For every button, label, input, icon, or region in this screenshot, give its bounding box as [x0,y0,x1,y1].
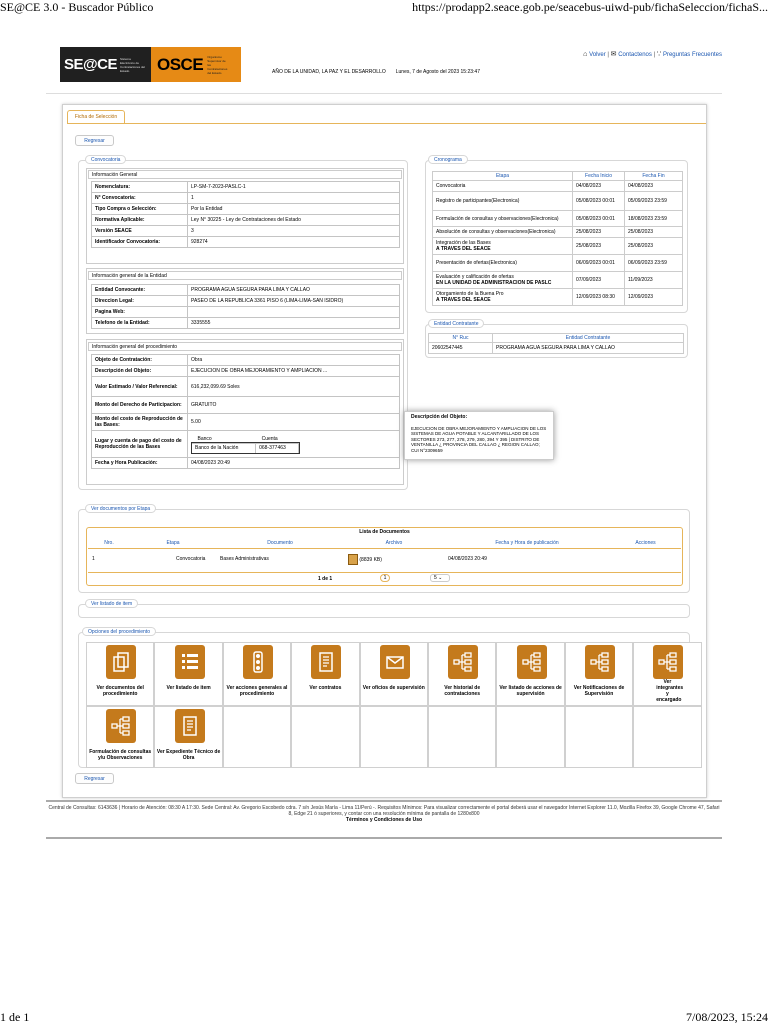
tab-underline [67,123,706,124]
terms-link[interactable]: Términos y Condiciones de Uso [46,817,722,823]
empty-tile [565,706,633,768]
col-header: Nro. [88,538,130,548]
col-header: Entidad Contratante [493,334,684,343]
doc-list-title: Lista de Documentos [86,529,683,535]
field-value: 04/08/2023 20:49 [188,458,400,469]
field-label: Telefono de la Entidad: [92,318,188,329]
field-label: Descripción del Objeto: [92,366,188,377]
empty-tile [360,706,428,768]
row-actions [610,548,681,570]
page-size-select[interactable]: 5 ⌄ [430,574,450,582]
print-footer [0,1008,768,1024]
field-label: Tipo Compra o Selección: [92,204,188,215]
year-bar [272,69,480,75]
start-date: 05/08/2023 00:01 [573,211,625,227]
current-date: Lunes, 7 de Agosto del 2023 15:23:47 [396,69,480,75]
field-label: Entidad Convocante: [92,285,188,296]
option-tile[interactable] [154,642,222,706]
print-page: 1 de 1 [0,1010,29,1025]
seace-logo[interactable] [60,47,151,82]
option-label[interactable]: Ver listado de item [155,685,221,691]
option-label[interactable]: Ver oficios de supervisión [361,685,427,691]
option-label[interactable]: Ver Notificaciones de Supervisión [566,685,632,697]
row-document: Bases Administrativas [216,548,344,570]
option-label[interactable]: Formulación de consultas y/u Observaciones [87,749,153,761]
col-header: N° Ruc [429,334,493,343]
stage-cell: Formulación de consultas y observaciones(Electronica) [433,211,573,227]
field-label: N° Convocatoria: [92,193,188,204]
list-icon[interactable] [175,645,205,679]
end-date: 05/09/2023 23:59 [625,192,683,211]
option-tile[interactable] [86,642,154,706]
field-value: PROGRAMA AGUA SEGURA PARA LIMA Y CALLAO [188,285,400,296]
col-header: Documento [216,538,344,548]
end-date: 06/09/2023 23:59 [625,255,683,272]
field-value [188,307,400,318]
traffic-light-icon[interactable] [243,645,273,679]
year-motto: AÑO DE LA UNIDAD, LA PAZ Y EL DESARROLLO [272,69,386,75]
field-label: Valor Estimado / Valor Referencial: [92,377,188,397]
cronograma-legend: Cronograma [428,155,468,164]
documentos-legend[interactable]: Ver documentos por Etapa [85,504,156,513]
option-tile[interactable] [291,642,359,706]
file-size: (8839 KB) [359,557,382,563]
field-label: Identificador Convocatoria: [92,237,188,248]
entidad-table [91,284,400,329]
option-label[interactable]: Ver acciones generales al procedimiento [224,685,290,697]
bank-name: Banco de la Nación [192,443,256,453]
empty-tile [428,706,496,768]
entidad-contratante-legend: Entidad Contratante [428,319,484,328]
osce-logo-tag: Organismo Supervisor de las Contrataciones del Estado [207,55,229,75]
bank-account-cell [188,431,400,458]
start-date: 12/09/2023 08:30 [573,289,625,306]
print-header [0,0,768,16]
option-tile[interactable] [86,706,154,768]
option-label[interactable]: Ver Expediente Técnico de Obra [155,749,221,761]
field-value: 3335555 [188,318,400,329]
bank-table [191,434,299,454]
row-file [344,548,444,570]
start-date: 06/09/2023 00:01 [573,255,625,272]
field-value: 5.00 [188,414,400,431]
stage-cell: Otorgamiento de la Buena Pro A TRAVES DEL SEACE [433,289,573,306]
field-value: 3 [188,226,400,237]
end-date: 04/08/2023 [625,181,683,192]
seace-logo-text: SE@CE [64,56,117,73]
field-value: Ley N° 30225 - Ley de Contrataciones del Estado [188,215,400,226]
field-label: Nomenclatura: [92,182,188,193]
empty-tile [496,706,564,768]
tooltip-title: Descripción del Objeto: [411,415,547,421]
field-label: Normativa Aplicable: [92,215,188,226]
empty-tile [291,706,359,768]
option-label[interactable]: Ver integrantes y encargado [656,679,678,703]
page-info: 1 de 1 [318,576,332,582]
listado-item-legend[interactable]: Ver listado de item [85,599,138,608]
field-label: Objeto de Contratación: [92,355,188,366]
field-value: PASEO DE LA REPUBLICA 3361 PISO 6 (LIMA-LIMA-SAN ISIDRO) [188,296,400,307]
volver-link[interactable]: Volver [589,52,606,58]
option-label[interactable]: Ver contratos [292,685,358,691]
option-tile[interactable] [154,706,222,768]
stage-cell: Presentación de ofertas(Electronica) [433,255,573,272]
field-label: Monto del Derecho de Participacion: [92,397,188,414]
flowchart-icon[interactable] [585,645,615,679]
end-date: 12/09/2023 [625,289,683,306]
listado-item-fieldset [78,604,690,618]
account-number: 068-377463 [256,443,299,453]
field-label: Fecha y Hora Publicación: [92,458,188,469]
home-icon: ⌂ [583,51,587,58]
field-value: GRATUITO [188,397,400,414]
opciones-legend: Opciones del procedimiento [82,627,156,636]
footer-text: Central de Consultas: 6143636 | Horario de Atención: 08:30 A 17:30. Sede Central: Av. Gregorio Escobedo cdra. 7 s/n Jesús María - Lima 11/Perú -. Requisitos Mínimos: Para visualizar correctamente el portal deberá usar el navegador Internet Explorer 11.0, Mozilla Firefox 39, Google Chrome 47, Safari 8, Edge 21 ó superiores, y contar con una resolución mínima de pantalla de 1280x800 [48,805,719,817]
stage-cell: Registro de participantes(Electronica) [433,192,573,211]
field-label: Versión SEACE [92,226,188,237]
col-header: Fecha y Hora de publicación [444,538,610,548]
info-general-title: Información General [88,170,402,179]
flowchart-icon[interactable] [517,645,547,679]
entidad-contratante-table [428,333,684,354]
documents-icon[interactable] [106,645,136,679]
documents-table [88,538,681,570]
print-datetime: 7/08/2023, 15:24 [686,1010,768,1025]
start-date: 04/08/2023 [573,181,625,192]
option-label[interactable]: Ver listado de acciones de supervisión [497,685,563,697]
mail-icon: ✉ [611,51,617,58]
bank-header: Banco [192,434,256,443]
col-header: Fecha Inicio [573,172,625,181]
end-date: 25/08/2023 [625,238,683,255]
rss-icon: ∵ [657,51,661,58]
faq-link[interactable]: Preguntas Frecuentes [663,52,722,58]
field-value: LP-SM-7-2023-PASLC-1 [188,182,400,193]
start-date: 05/08/2023 00:01 [573,192,625,211]
option-label[interactable]: Ver documentos del procedimiento [87,685,153,697]
field-value: 928274 [188,237,400,248]
end-date: 25/08/2023 [625,227,683,238]
file-download-icon[interactable] [348,554,358,565]
cronograma-table [432,171,683,306]
contract-icon[interactable] [311,645,341,679]
col-header: Etapa [130,538,216,548]
option-label[interactable]: Ver historial de contrataciones [429,685,495,697]
row-date: 04/08/2023 20:49 [444,548,610,570]
col-header: Archivo [344,538,444,548]
option-tile[interactable] [633,642,701,706]
flowchart-icon[interactable] [106,709,136,743]
ruc-value: 20602547445 [429,343,493,354]
print-url: https://prodapp2.seace.gob.pe/seacebus-uiwd-pub/fichaSeleccion/fichaS... [412,0,768,15]
field-label: Direccion Legal: [92,296,188,307]
row-number: 1 [88,548,130,570]
row-stage: Convocatoria [130,548,216,570]
field-label: Monto del costo de Reproducción de las Bases: [92,414,188,431]
osce-logo[interactable] [151,47,241,82]
header-logos [60,47,241,82]
mail-icon[interactable] [380,645,410,679]
empty-tile [633,706,701,768]
top-nav: ⌂ Volver | ✉ Contactenos | ∵ Preguntas Frecuentes [583,50,722,58]
start-date: 25/08/2023 [573,238,625,255]
convocatoria-legend: Convocatoria [85,155,126,164]
entidad-title: Información general de la Entidad [88,271,402,280]
option-tile[interactable] [496,642,564,706]
field-value: 1 [188,193,400,204]
regresar-button-bottom[interactable]: Regresar [75,773,114,784]
option-tile[interactable] [360,642,428,706]
seace-logo-tag: Sistema Electrónico de Contrataciones del Estado [120,57,146,73]
flowchart-icon[interactable] [448,645,478,679]
table-row [88,548,681,570]
start-date: 07/09/2023 [573,272,625,289]
stage-cell: Absolución de consultas y observaciones(Electronica) [433,227,573,238]
account-header: Cuenta [256,434,299,443]
field-value: Obra [188,355,400,366]
description-tooltip [404,411,554,460]
procedimiento-table [91,354,400,469]
site-footer [46,800,722,839]
col-header: Fecha Fin [625,172,683,181]
regresar-button-top[interactable]: Regresar [75,135,114,146]
stage-cell: Evaluación y calificación de ofertas EN LA UNIDAD DE ADMINISTRACION DE PASLC [433,272,573,289]
contract-icon[interactable] [175,709,205,743]
field-value: 616,232,099.69 Soles [188,377,400,397]
osce-logo-text: OSCE [157,55,203,75]
procedimiento-title: Información general del procedimiento [88,342,402,351]
empty-tile [223,706,291,768]
entity-name: PROGRAMA AGUA SEGURA PARA LIMA Y CALLAO [493,343,684,354]
flowchart-icon[interactable] [653,645,683,679]
field-label: Pagina Web: [92,307,188,318]
print-title: SE@CE 3.0 - Buscador Público [0,0,153,15]
stage-cell: Integración de las Bases A TRAVES DEL SEACE [433,238,573,255]
col-header: Acciones [610,538,681,548]
header-divider [46,93,722,94]
option-tile[interactable] [565,642,633,706]
info-general-table [91,181,400,248]
stage-cell: Convocatoria [433,181,573,192]
contactenos-link[interactable]: Contactenos [618,52,652,58]
option-tile[interactable] [428,642,496,706]
description-value[interactable]: EJECUCION DE OBRA MEJORAMIENTO Y AMPLIACION ... [188,366,400,377]
tab-ficha-seleccion[interactable]: Ficha de Selección [67,110,125,124]
field-label: Lugar y cuenta de pago del costo de Reproducción de las Bases [92,431,188,458]
end-date: 18/08/2023 23:59 [625,211,683,227]
field-value: Por la Entidad [188,204,400,215]
option-tile[interactable] [223,642,291,706]
page-button[interactable]: 1 [380,574,390,582]
tooltip-text: EJECUCION DE OBRA MEJORAMIENTO Y AMPLIACION DE LOS SISTEMAS DE AGUA POTABLE Y ALCANTARILLADO DE LOS SECTORES 273, 277, 278, 279, 280, 394 Y 395 | DISTRITO DE VENTANILLA ¿ PROVINCIA DEL CALLAO ¿ REGION CALLAO; CUI N°2309659 [411,426,546,453]
start-date: 25/08/2023 [573,227,625,238]
paginator [88,572,681,584]
end-date: 11/09/2023 [625,272,683,289]
col-header: Etapa [433,172,573,181]
